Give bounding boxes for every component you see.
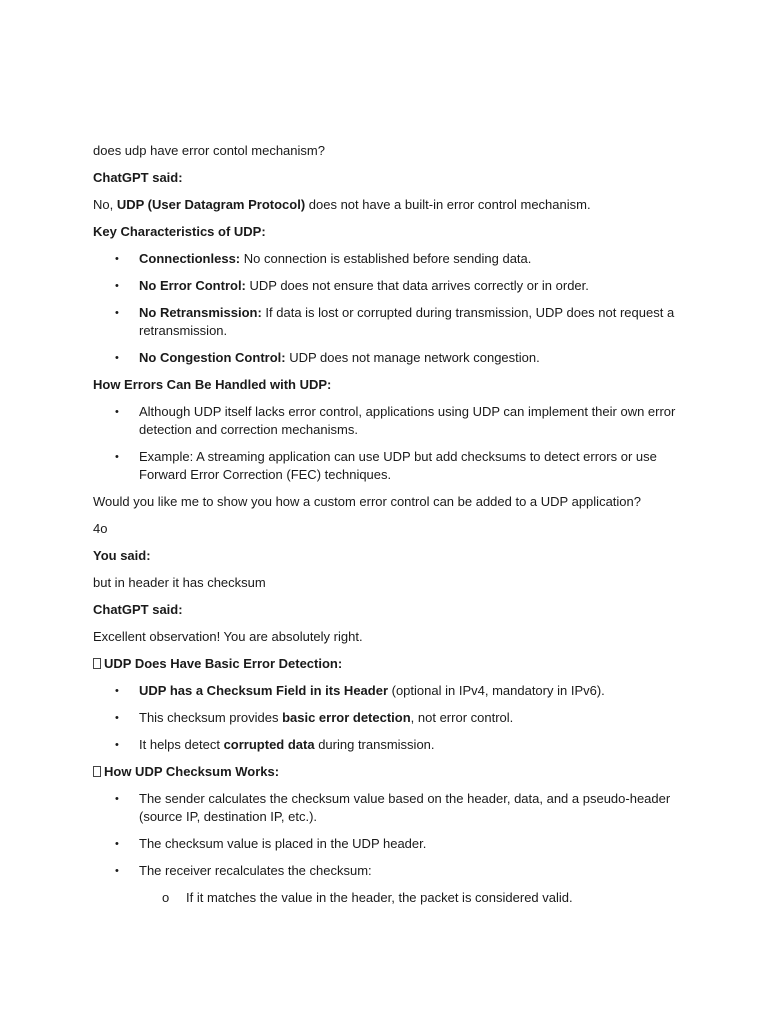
text-run: (optional in IPv4, mandatory in IPv6). [388, 683, 605, 698]
bullet-icon: • [115, 280, 119, 292]
bullet-icon: • [115, 451, 119, 463]
text-run: This checksum provides [139, 710, 283, 725]
speaker-label: ChatGPT said: [93, 170, 183, 185]
bullet-icon: • [115, 253, 119, 265]
list-item [93, 448, 683, 484]
answer-intro: Excellent observation! You are absolutely right. [93, 629, 363, 644]
bold-term: UDP has a Checksum Field in its Header [139, 683, 389, 698]
speaker-label: You said: [93, 548, 151, 563]
bold-term: corrupted data [223, 737, 315, 752]
text-run: , not error control. [410, 710, 514, 725]
list-item [93, 250, 683, 268]
heading-text: UDP Does Have Basic Error Detection: [104, 656, 343, 671]
list-item [93, 835, 683, 853]
item-text: UDP does not ensure that data arrives correctly or in order. [245, 278, 589, 293]
follow-up-question: Would you like me to show you how a custom error control can be added to a UDP application? [93, 494, 641, 509]
list-item [93, 304, 683, 340]
heading-text: How UDP Checksum Works: [104, 764, 280, 779]
bold-term: UDP (User Datagram Protocol) [116, 197, 306, 212]
text-run: It helps detect [139, 737, 224, 752]
item-text: If data is lost or corrupted during transmission, UDP does not request a retransmission. [139, 305, 675, 338]
list-item [93, 349, 683, 367]
document-page [93, 142, 683, 916]
circle-bullet-icon: o [162, 890, 170, 905]
checksum-list [93, 682, 683, 754]
bold-term: basic error detection [282, 710, 411, 725]
list-item [93, 862, 683, 907]
speaker-label: ChatGPT said: [93, 602, 183, 617]
answer-intro [93, 196, 683, 214]
bullet-icon: • [115, 712, 119, 724]
user-message: but in header it has checksum [93, 575, 266, 590]
sub-list [139, 889, 683, 907]
item-term: No Congestion Control: [139, 350, 286, 365]
item-term: No Retransmission: [139, 305, 262, 320]
list-item [93, 277, 683, 295]
item-text: The sender calculates the checksum value based on the header, data, and a pseudo-header (source IP, destination IP, etc.). [139, 791, 671, 824]
model-label: 4o [93, 521, 108, 536]
bullet-icon: • [115, 865, 119, 877]
bullet-icon: • [115, 406, 119, 418]
item-text: The checksum value is placed in the UDP header. [139, 836, 427, 851]
section-heading [93, 763, 683, 781]
section-heading: How Errors Can Be Handled with UDP: [93, 377, 332, 392]
list-item [93, 790, 683, 826]
characteristics-list [93, 250, 683, 367]
text-run: does not have a built-in error control mechanism. [305, 197, 591, 212]
how-it-works-list [93, 790, 683, 907]
bullet-icon: • [115, 352, 119, 364]
sub-list-item [139, 889, 683, 907]
missing-glyph-icon [93, 766, 101, 777]
item-text: The receiver recalculates the checksum: [139, 863, 372, 878]
item-text: Example: A streaming application can use UDP but add checksums to detect errors or use Forward Error Correction (FEC) techniques. [139, 449, 657, 482]
handling-list [93, 403, 683, 484]
user-question: does udp have error contol mechanism? [93, 143, 325, 158]
section-heading [93, 655, 683, 673]
item-term: No Error Control: [139, 278, 246, 293]
list-item [93, 709, 683, 727]
missing-glyph-icon [93, 658, 101, 669]
bullet-icon: • [115, 685, 119, 697]
text-run: during transmission. [314, 737, 435, 752]
item-text: No connection is established before sending data. [240, 251, 532, 266]
bullet-icon: • [115, 739, 119, 751]
item-text: If it matches the value in the header, the packet is considered valid. [186, 890, 573, 905]
bullet-icon: • [115, 307, 119, 319]
bullet-icon: • [115, 793, 119, 805]
item-text: Although UDP itself lacks error control, applications using UDP can implement their own error detection and correction mechanisms. [139, 404, 676, 437]
section-heading: Key Characteristics of UDP: [93, 224, 266, 239]
text-run: No, [93, 197, 117, 212]
list-item [93, 682, 683, 700]
list-item [93, 403, 683, 439]
item-term: Connectionless: [139, 251, 241, 266]
list-item [93, 736, 683, 754]
bullet-icon: • [115, 838, 119, 850]
item-text: UDP does not manage network congestion. [285, 350, 540, 365]
